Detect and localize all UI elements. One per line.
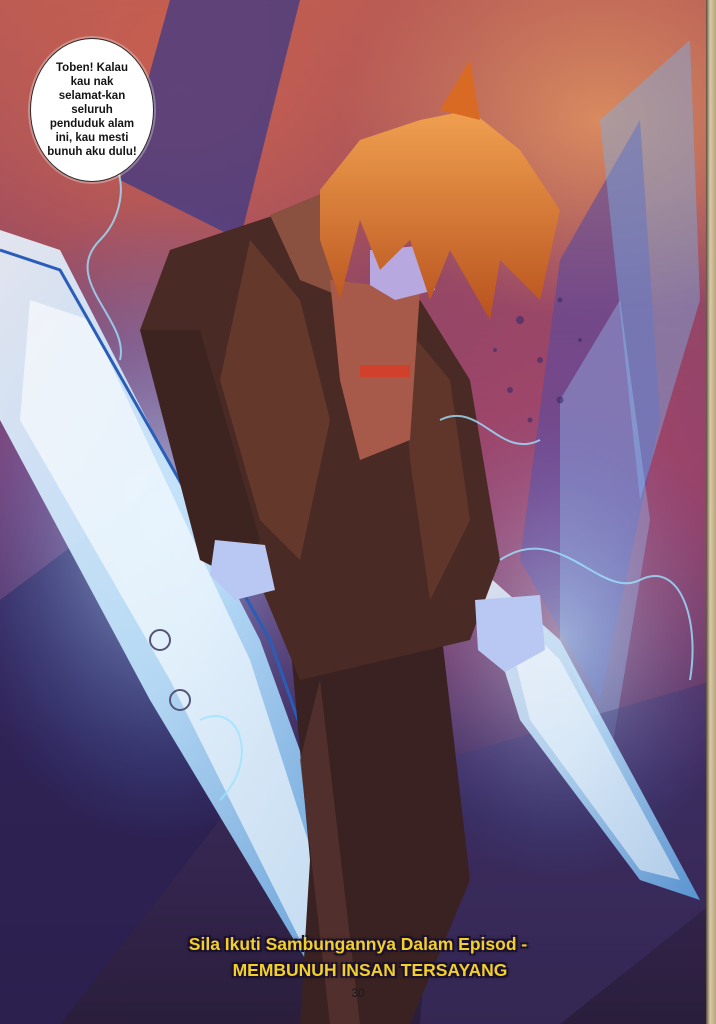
caption-episode-title: MEMBUNUH INSAN TERSAYANG [232,960,508,980]
caption-continuation: Sila Ikuti Sambungannya Dalam Episod - [188,934,528,954]
paper-edge [706,0,716,1024]
speech-bubble-text: Toben! Kalau kau nak selamat-kan seluruh penduduk alam ini, kau mesti bunuh aku dulu! [47,62,137,158]
speech-bubble [30,38,154,182]
page-number: 30 [351,986,365,1000]
red-belt-strap [360,365,410,377]
